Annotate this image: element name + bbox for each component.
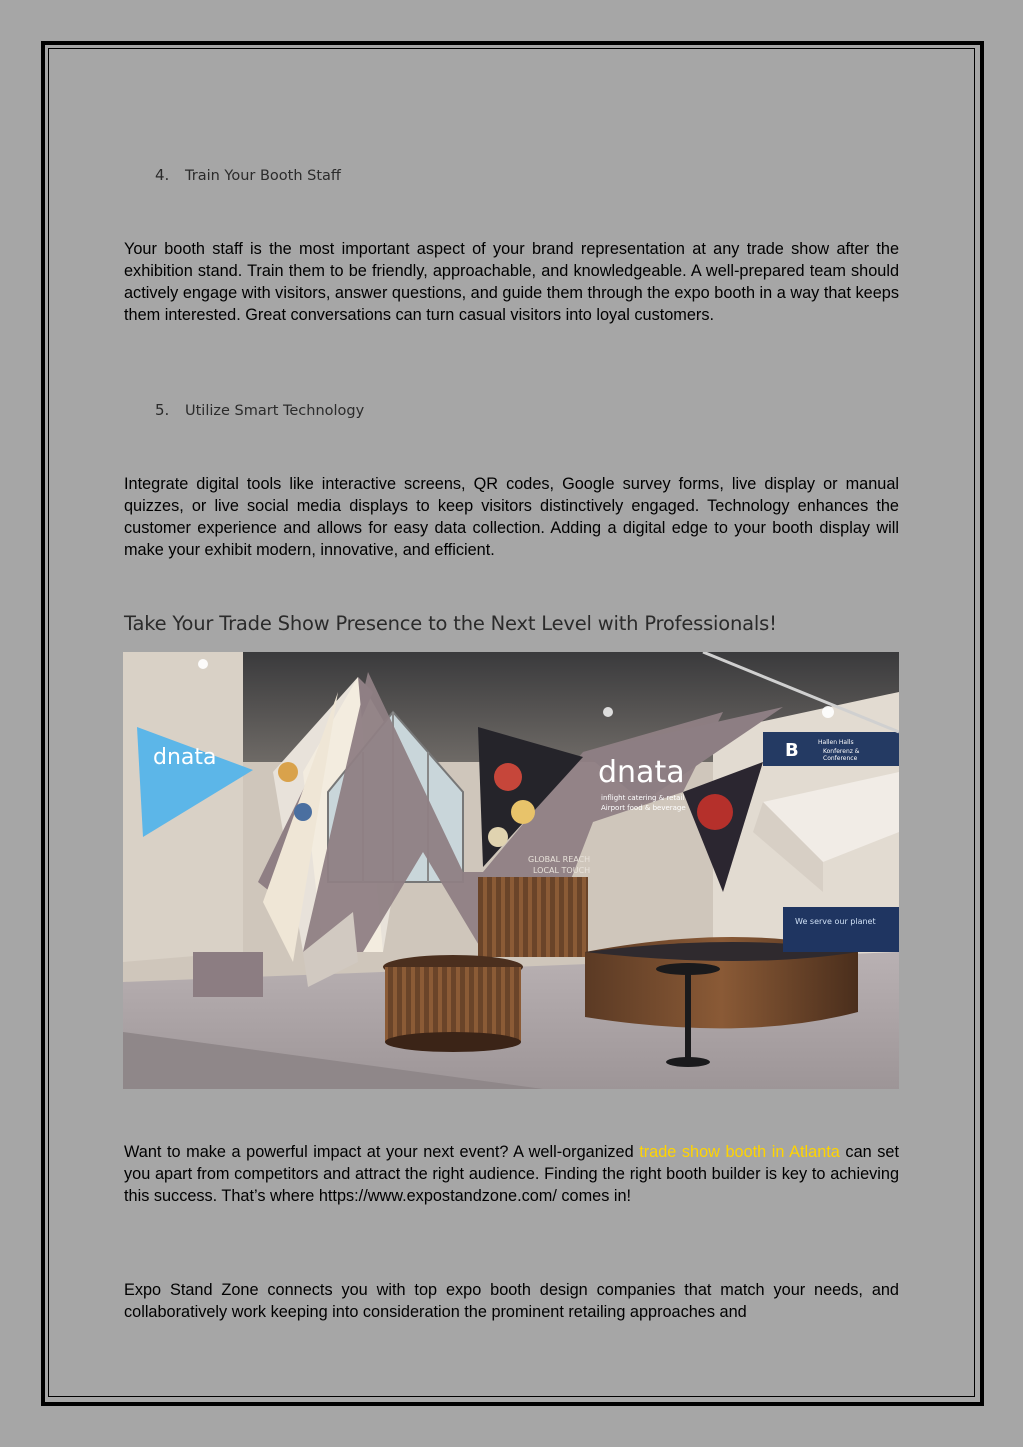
- hall-sub-2: Conference: [823, 755, 858, 762]
- section-body-4: Your booth staff is the most important aspect of your brand representation at any trade show after the exhibition stand. Train them to be friendly, approachable, and knowledgeable. A well-prepared team should actively engage with visitors, answer questions, and guide them through the expo booth in a way that keeps them interested. Great conversations can turn casual visitors into loyal customers.: [124, 240, 899, 324]
- section-number: 4.: [155, 166, 170, 184]
- cta-text-before: Want to make a powerful impact at your next event? A well-organized: [124, 1143, 640, 1161]
- cta-paragraph-1: [124, 1141, 899, 1207]
- booth-tagline-2: Airport food & beverage: [601, 804, 686, 812]
- wall-text: We serve our planet: [795, 917, 876, 926]
- section-heading-4: [155, 166, 341, 184]
- banner-brand: dnata: [153, 745, 217, 770]
- booth-slogan-2: LOCAL TOUCH: [533, 866, 591, 875]
- cta-paragraph-2: Expo Stand Zone connects you with top expo booth design companies that match your needs, and collaboratively work keeping into consideration the prominent retailing approaches and: [124, 1281, 899, 1321]
- hall-label: B: [785, 740, 799, 761]
- booth-slogan-1: GLOBAL REACH: [528, 855, 591, 864]
- section-title: Train Your Booth Staff: [185, 168, 341, 184]
- booth-brand: dnata: [598, 755, 685, 790]
- trade-show-booth-link[interactable]: trade show booth in Atlanta: [639, 1143, 840, 1161]
- booth-tagline-1: inflight catering & retail: [601, 794, 685, 802]
- cta-text-after: can set you apart from competitors and attract the right audience. Finding the right booth builder is key to achieving this success. That’s where https://www.expostandzone.com/ comes in!: [124, 1143, 899, 1205]
- section-heading-5: [155, 401, 364, 419]
- cta-title: Take Your Trade Show Presence to the Next Level with Professionals!: [124, 612, 777, 635]
- hall-text: Hallen Halls: [818, 739, 854, 746]
- booth-illustration: [123, 652, 899, 1089]
- section-title: Utilize Smart Technology: [185, 403, 365, 419]
- hall-sub: Konferenz &: [823, 748, 860, 755]
- section-number: 5.: [155, 401, 170, 419]
- section-body-5: Integrate digital tools like interactive screens, QR codes, Google survey forms, live display or manual quizzes, or live social media displays to keep visitors distinctively engaged. Technology enhances the customer experience and allows for easy data collection. Adding a digital edge to your booth display will make your exhibit modern, innovative, and efficient.: [124, 475, 899, 559]
- booth-photo: [123, 652, 899, 1089]
